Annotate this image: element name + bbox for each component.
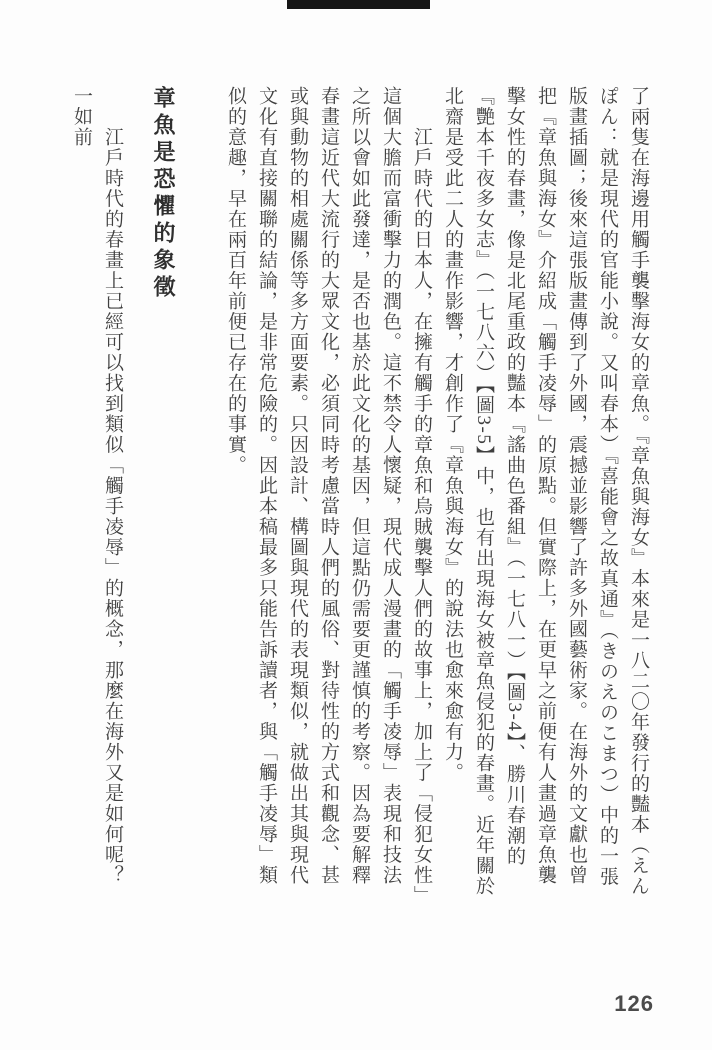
section-heading: 章魚是恐懼的象徵 [151,86,176,302]
paragraph-edo-japanese: 江戶時代的日本人，在擁有觸手的章魚和烏賊襲擊人們的故事上，加上了「侵犯女性」這個大膽而富衝擊力的潤色。這不禁令人懷疑，現代成人漫畫的「觸手凌辱」表現和技法之所以會如此發達，是否也基於此文化的基因，但這點仍需要更謹慎的考察。因為要解釋春畫這近代大流行的大眾文化，必須同時考慮當時人們的風俗、對待性的方式和觀念、甚或與動物的相處關係等多方面要素。只因設計、構圖與現代的表現類似，就做出其與現代文化有直接關聯的結論，是非常危險的。因此本稿最多只能告訴讀者，與「觸手凌辱」類似的意趣，早在兩百年前便已存在的事實。 [225,86,432,897]
scan-artifact-bar [287,0,430,9]
paragraph-overseas-question: 江戶時代的春畫上已經可以找到類似「觸手凌辱」的概念，那麼在海外又是如何呢？一如前 [71,86,123,886]
paragraph-continued: 了兩隻在海邊用觸手襲擊海女的章魚。『章魚與海女』本來是一八二〇年發行的豔本（えんぽん：就是現代的官能小說。又叫春本）『喜能會之故真通』（きのえのこまつ）中的一張版畫插圖；後來這張版畫傳到了外國，震撼並影響了許多外國藝術家。在海外的文獻也曾把『章魚與海女』介紹成「觸手凌辱」的原點。但實際上，在更早之前便有人畫過章魚襲擊女性的春畫，像是北尾重政的豔本『謠曲色番組』（一七八一）【圖3-4】、勝川春潮的『艷本千夜多女志』（一七八六）【圖3-5】中，也有出現海女被章魚侵犯的春畫。近年關於北齋是受此二人的畫作影響，才創作了『章魚與海女』的說法也愈來愈有力。 [442,86,649,897]
page-number: 126 [614,991,654,1016]
vertical-text-block [66,86,654,900]
